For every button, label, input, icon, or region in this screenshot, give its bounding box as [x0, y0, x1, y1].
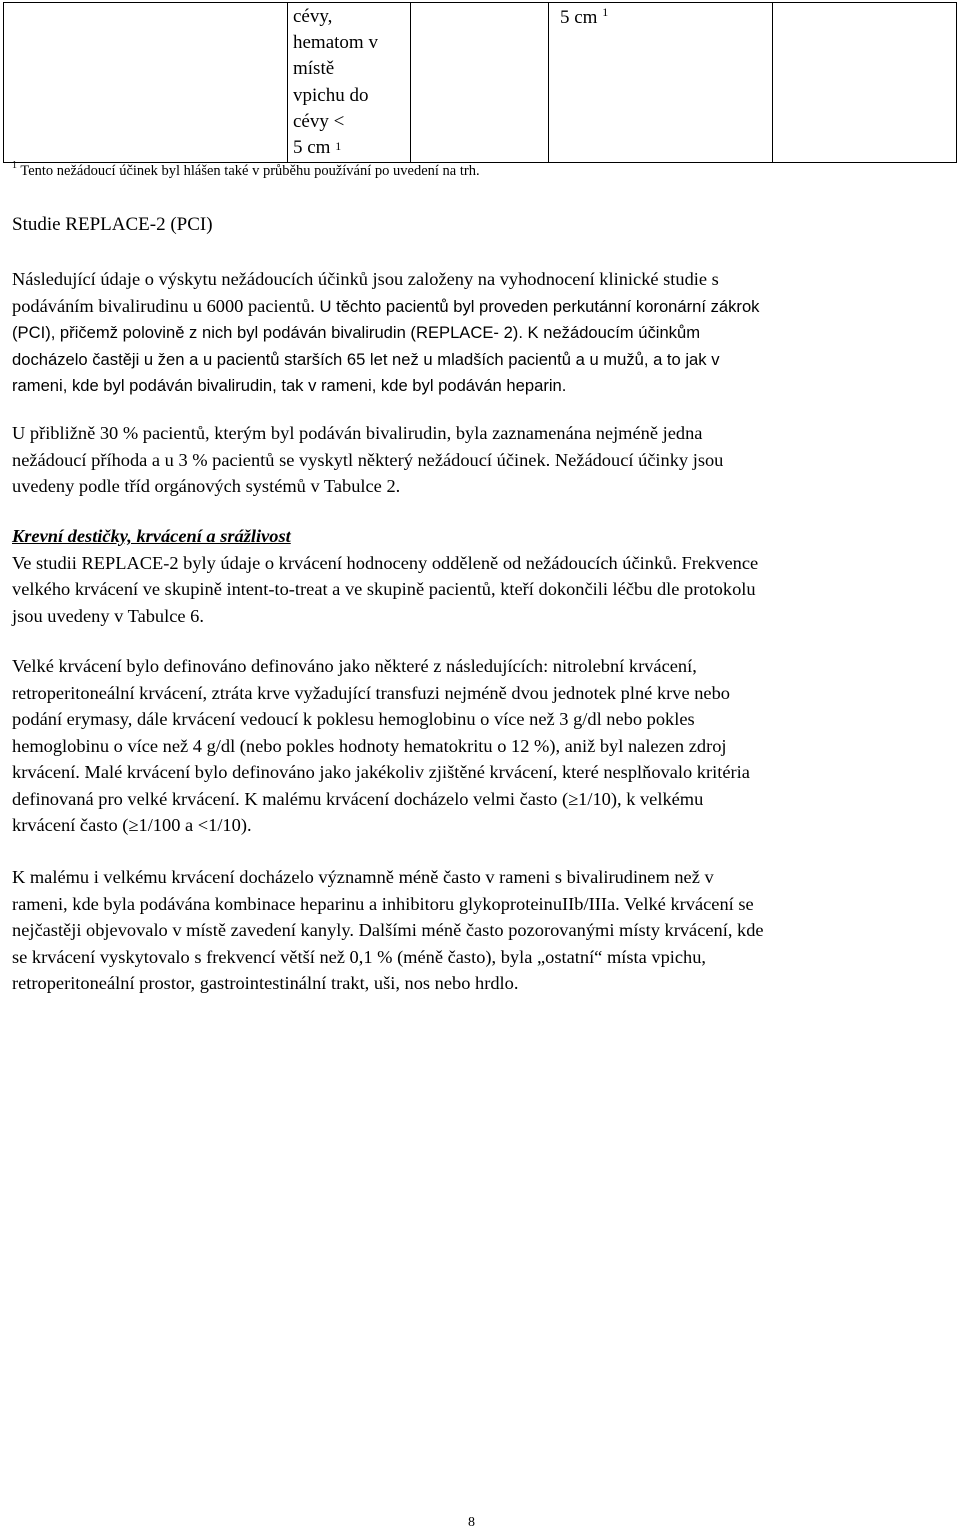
paragraph-line: krvácení. Malé krvácení bylo definováno jako jakékoliv zjištěné krvácení, které nesplňovalo kritéria	[12, 762, 750, 782]
cell-line: místě	[293, 58, 335, 80]
paragraph-line: hemoglobinu o více než 4 g/dl (nebo pokles hodnoty hematokritu o 12 %), aniž byl nalezen zdroj	[12, 735, 727, 756]
paragraph-line: jsou uvedeny v Tabulce 6.	[12, 605, 204, 626]
footnote-text: Tento nežádoucí účinek byl hlášen také v průběhu používání po uvedení na trh.	[20, 163, 480, 179]
paragraph-3	[12, 653, 947, 839]
table-cell-size	[560, 7, 608, 29]
paragraph-line: retroperitoneální prostor, gastrointestinální trakt, uši, nos nebo hrdlo.	[12, 973, 519, 993]
paragraph-line: Ve studii REPLACE-2 byly údaje o krvácení hodnoceny odděleně od nežádoucích účinků. Frekvence	[12, 552, 759, 573]
table-cell-adverse-effect	[293, 4, 408, 161]
page-number: 8	[468, 1515, 475, 1530]
footnote-marker: 1	[12, 160, 17, 171]
bleeding-section	[12, 523, 947, 629]
table-divider-1	[287, 2, 288, 163]
paragraph-2	[12, 420, 947, 500]
paragraph-line: U přibližně 30 % pacientů, kterým byl podáván bivalirudin, byla zaznamenána nejméně jedna	[12, 423, 703, 443]
paragraph-line	[12, 293, 947, 321]
cell-line: cévy,	[293, 6, 333, 27]
footnote-ref: 1	[335, 139, 342, 154]
paragraph-line: Následující údaje o výskytu nežádoucích účinků jsou založeny na vyhodnocení klinické studie s	[12, 269, 719, 289]
paragraph-line: Velké krvácení bylo definováno definováno jako některé z následujících: nitrolební krvácení,	[12, 656, 697, 676]
table-divider-4	[772, 2, 773, 163]
cell-line: hematom v	[293, 32, 378, 54]
paragraph-line: krvácení často (≥1/100 a <1/10).	[12, 815, 252, 835]
table-border-right	[956, 2, 957, 163]
line-part: K nežádoucím účinkům	[522, 323, 701, 342]
cell-line: cévy <	[293, 110, 345, 132]
paragraph-line: velkého krvácení ve skupině intent-to-treat a ve skupině pacientů, kteří dokončili léčbu dle protokolu	[12, 579, 756, 599]
paragraph-line: uvedeny podle tříd orgánových systémů v Tabulce 2.	[12, 476, 401, 496]
cell-line	[293, 135, 408, 161]
paragraph-line: nejčastěji objevovalo v místě zavedení kanyly. Dalšími méně často pozorovanými místy krvácení, kde	[12, 920, 764, 940]
paragraph-line	[12, 320, 947, 347]
cell-size-text: 5 cm	[560, 7, 598, 28]
paragraph-1	[12, 266, 947, 400]
footnote	[12, 160, 480, 180]
paragraph-line: rameni, kde byl podáván bivalirudin, tak v rameni, kde byl podáván heparin.	[12, 376, 567, 395]
table-border-left	[3, 2, 4, 163]
table-divider-2	[410, 2, 411, 163]
cell-line: vpichu do	[293, 84, 369, 106]
bleeding-heading: Krevní destičky, krvácení a srážlivost	[12, 526, 291, 546]
paragraph-4	[12, 864, 947, 997]
paragraph-line: retroperitoneální krvácení, ztráta krve vyžadující transfuzi nejméně dvou jednotek plné krve nebo	[12, 682, 730, 703]
line-part: U těchto pacientů byl proveden perkutánní koronární zákrok	[314, 296, 760, 316]
table-border-top	[3, 2, 957, 3]
paragraph-line: se krvácení vyskytovalo s frekvencí větší než 0,1 % (méně často), byla „ostatní“ místa vpichu,	[12, 946, 707, 967]
footnote-ref: 1	[602, 5, 609, 19]
paragraph-line: definovaná pro velké krvácení. K malému krvácení docházelo velmi často (≥1/10), k velkému	[12, 788, 704, 809]
paragraph-line: K malému i velkému krvácení docházelo významně méně často v rameni s bivalirudinem než v	[12, 867, 714, 887]
paragraph-line: nežádoucí příhoda a u 3 % pacientů se vyskytl některý nežádoucí účinek. Nežádoucí účinky jsou	[12, 449, 724, 470]
paragraph-line: podání erymasy, dále krvácení vedoucí k poklesu hemoglobinu o více než 3 g/dl nebo pokles	[12, 709, 695, 729]
line-part: podáváním bivalirudinu u 6000 pacientů.	[12, 295, 315, 316]
section-title: Studie REPLACE-2 (PCI)	[12, 214, 213, 235]
cell-line-text: 5 cm	[293, 137, 331, 159]
line-part: (PCI), přičemž polovině z nich byl podáván bivalirudin (REPLACE- 2).	[12, 323, 523, 342]
paragraph-line: rameni, kde byla podávána kombinace heparinu a inhibitoru glykoproteinuIIb/IIIa. Velké krvácení se	[12, 893, 754, 914]
table-divider-3	[548, 2, 549, 163]
paragraph-line: docházelo častěji u žen a u pacientů starších 65 let než u mladších pacientů a u mužů, a to jak v	[12, 349, 720, 369]
